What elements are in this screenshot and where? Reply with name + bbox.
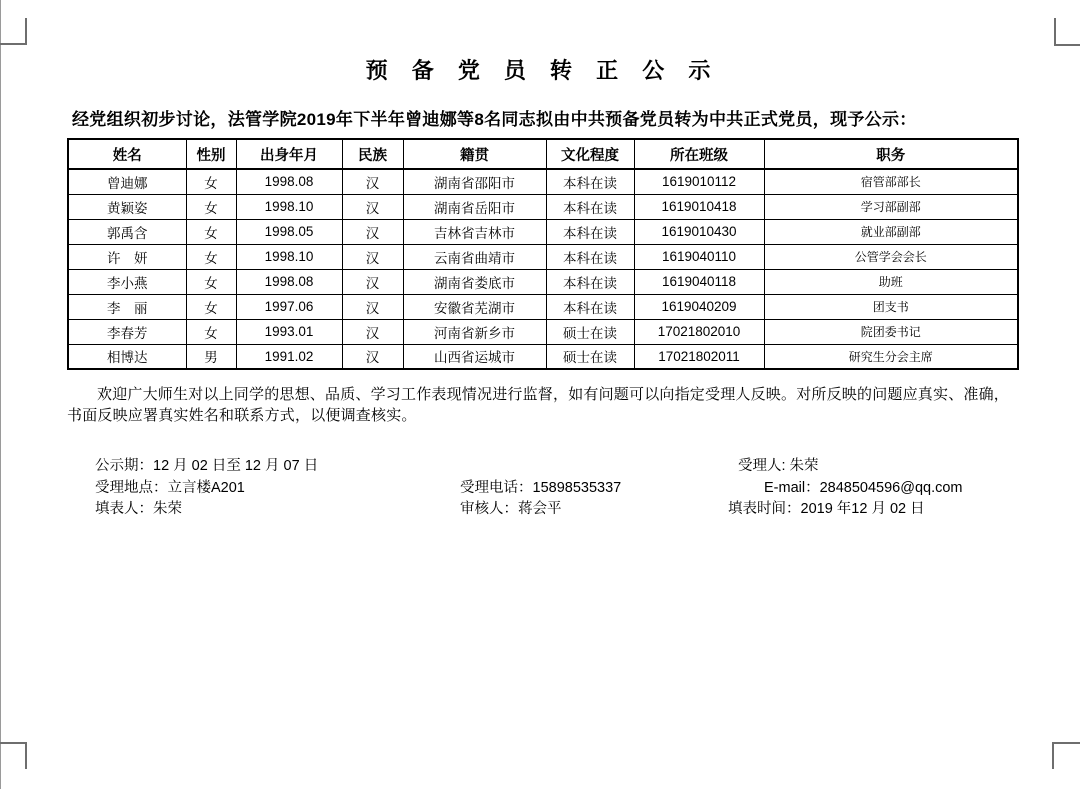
cell-birth-date: 1998.08 [236,269,342,294]
page-left-edge-line [0,0,1,789]
cell-duty: 就业部副部 [764,219,1018,244]
cell-class: 17021802011 [634,344,764,369]
cell-ethnicity: 汉 [342,344,403,369]
cell-duty: 宿管部部长 [764,169,1018,194]
fill-date: 填表时间：2019 年12 月 02 日 [728,501,925,517]
cell-name: 黄颖姿 [68,194,186,219]
header-duty: 职务 [764,139,1018,169]
cell-name: 李小燕 [68,269,186,294]
cell-class: 1619040110 [634,244,764,269]
margin-crop-mark-bottom-right [1052,742,1080,769]
header-name: 姓名 [68,139,186,169]
cell-duty: 学习部副部 [764,194,1018,219]
cell-ethnicity: 汉 [342,294,403,319]
page-title: 预 备 党 员 转 正 公 示 [365,58,720,83]
cell-hometown: 湖南省岳阳市 [403,194,546,219]
cell-name: 郭禹含 [68,219,186,244]
header-gender: 性别 [186,139,236,169]
cell-education: 本科在读 [546,244,634,269]
cell-gender: 女 [186,219,236,244]
table-row [68,294,1018,319]
member-table-body [68,169,1018,369]
cell-gender: 女 [186,169,236,194]
reviewer: 审核人：蒋会平 [460,501,562,517]
cell-class: 1619010112 [634,169,764,194]
table-row [68,319,1018,344]
cell-gender: 男 [186,344,236,369]
cell-gender: 女 [186,294,236,319]
cell-education: 本科在读 [546,219,634,244]
cell-birth-date: 1998.10 [236,244,342,269]
margin-crop-mark-top-left [0,18,27,45]
cell-ethnicity: 汉 [342,319,403,344]
header-ethnicity: 民族 [342,139,403,169]
cell-name: 许 妍 [68,244,186,269]
cell-name: 李 丽 [68,294,186,319]
accept-phone: 受理电话：15898535337 [460,479,622,496]
cell-class: 1619040209 [634,294,764,319]
supervision-notice-paragraph: 欢迎广大师生对以上同学的思想、品质、学习工作表现情况进行监督，如有问题可以向指定受理人反映。对所反映的问题应真实、准确，书面反映应署真实姓名和联系方式，以便调查核实。 [67,386,1010,424]
cell-duty: 助班 [764,269,1018,294]
cell-hometown: 云南省曲靖市 [403,244,546,269]
cell-birth-date: 1998.08 [236,169,342,194]
header-row [68,139,1018,169]
cell-hometown: 山西省运城市 [403,344,546,369]
cell-gender: 女 [186,244,236,269]
document-content [67,0,1018,521]
cell-education: 硕士在读 [546,344,634,369]
cell-gender: 女 [186,269,236,294]
cell-birth-date: 1993.01 [236,319,342,344]
cell-gender: 女 [186,194,236,219]
cell-ethnicity: 汉 [342,219,403,244]
cell-name: 相博达 [68,344,186,369]
cell-birth-date: 1998.05 [236,219,342,244]
header-hometown: 籍贯 [403,139,546,169]
cell-education: 本科在读 [546,269,634,294]
publicity-period: 公示期：12 月 02 日至 12 月 07 日 [95,458,319,474]
cell-education: 硕士在读 [546,319,634,344]
margin-crop-mark-top-right [1054,18,1080,46]
footer-column-middle [460,456,728,521]
accept-location: 受理地点：立言楼A201 [95,479,245,496]
footer-spacer [460,456,728,478]
cell-duty: 公管学会会长 [764,244,1018,269]
header-education: 文化程度 [546,139,634,169]
cell-birth-date: 1997.06 [236,294,342,319]
header-class: 所在班级 [634,139,764,169]
table-row [68,269,1018,294]
table-row [68,169,1018,194]
cell-duty: 院团委书记 [764,319,1018,344]
cell-birth-date: 1991.02 [236,344,342,369]
cell-hometown: 安徽省芜湖市 [403,294,546,319]
cell-class: 1619010418 [634,194,764,219]
cell-name: 曾迪娜 [68,169,186,194]
footer-column-right [728,456,1018,521]
cell-class: 1619040118 [634,269,764,294]
footer-info [95,456,1018,521]
cell-duty: 研究生分会主席 [764,344,1018,369]
cell-birth-date: 1998.10 [236,194,342,219]
cell-duty: 团支书 [764,294,1018,319]
cell-education: 本科在读 [546,294,634,319]
cell-hometown: 湖南省邵阳市 [403,169,546,194]
cell-class: 17021802010 [634,319,764,344]
intro-paragraph: 经党组织初步讨论，法管学院2019年下半年曾迪娜等8名同志拟由中共预备党员转为中共正式党员，现予公示： [72,110,917,129]
table-row [68,344,1018,369]
header-birth-date: 出身年月 [236,139,342,169]
member-table-head [68,139,1018,169]
table-row [68,244,1018,269]
member-roster-table [67,138,1019,370]
cell-ethnicity: 汉 [342,194,403,219]
cell-ethnicity: 汉 [342,169,403,194]
cell-hometown: 湖南省娄底市 [403,269,546,294]
cell-hometown: 吉林省吉林市 [403,219,546,244]
table-row [68,219,1018,244]
table-row [68,194,1018,219]
cell-class: 1619010430 [634,219,764,244]
cell-education: 本科在读 [546,169,634,194]
cell-hometown: 河南省新乡市 [403,319,546,344]
cell-gender: 女 [186,319,236,344]
cell-name: 李春芳 [68,319,186,344]
footer-column-left [95,456,460,521]
cell-ethnicity: 汉 [342,269,403,294]
acceptor: 受理人: 朱荣 [738,458,819,474]
email: E-mail：2848504596@qq.com [764,479,963,496]
form-filler: 填表人：朱荣 [95,501,182,517]
cell-education: 本科在读 [546,194,634,219]
margin-crop-mark-bottom-left [0,742,27,769]
cell-ethnicity: 汉 [342,244,403,269]
